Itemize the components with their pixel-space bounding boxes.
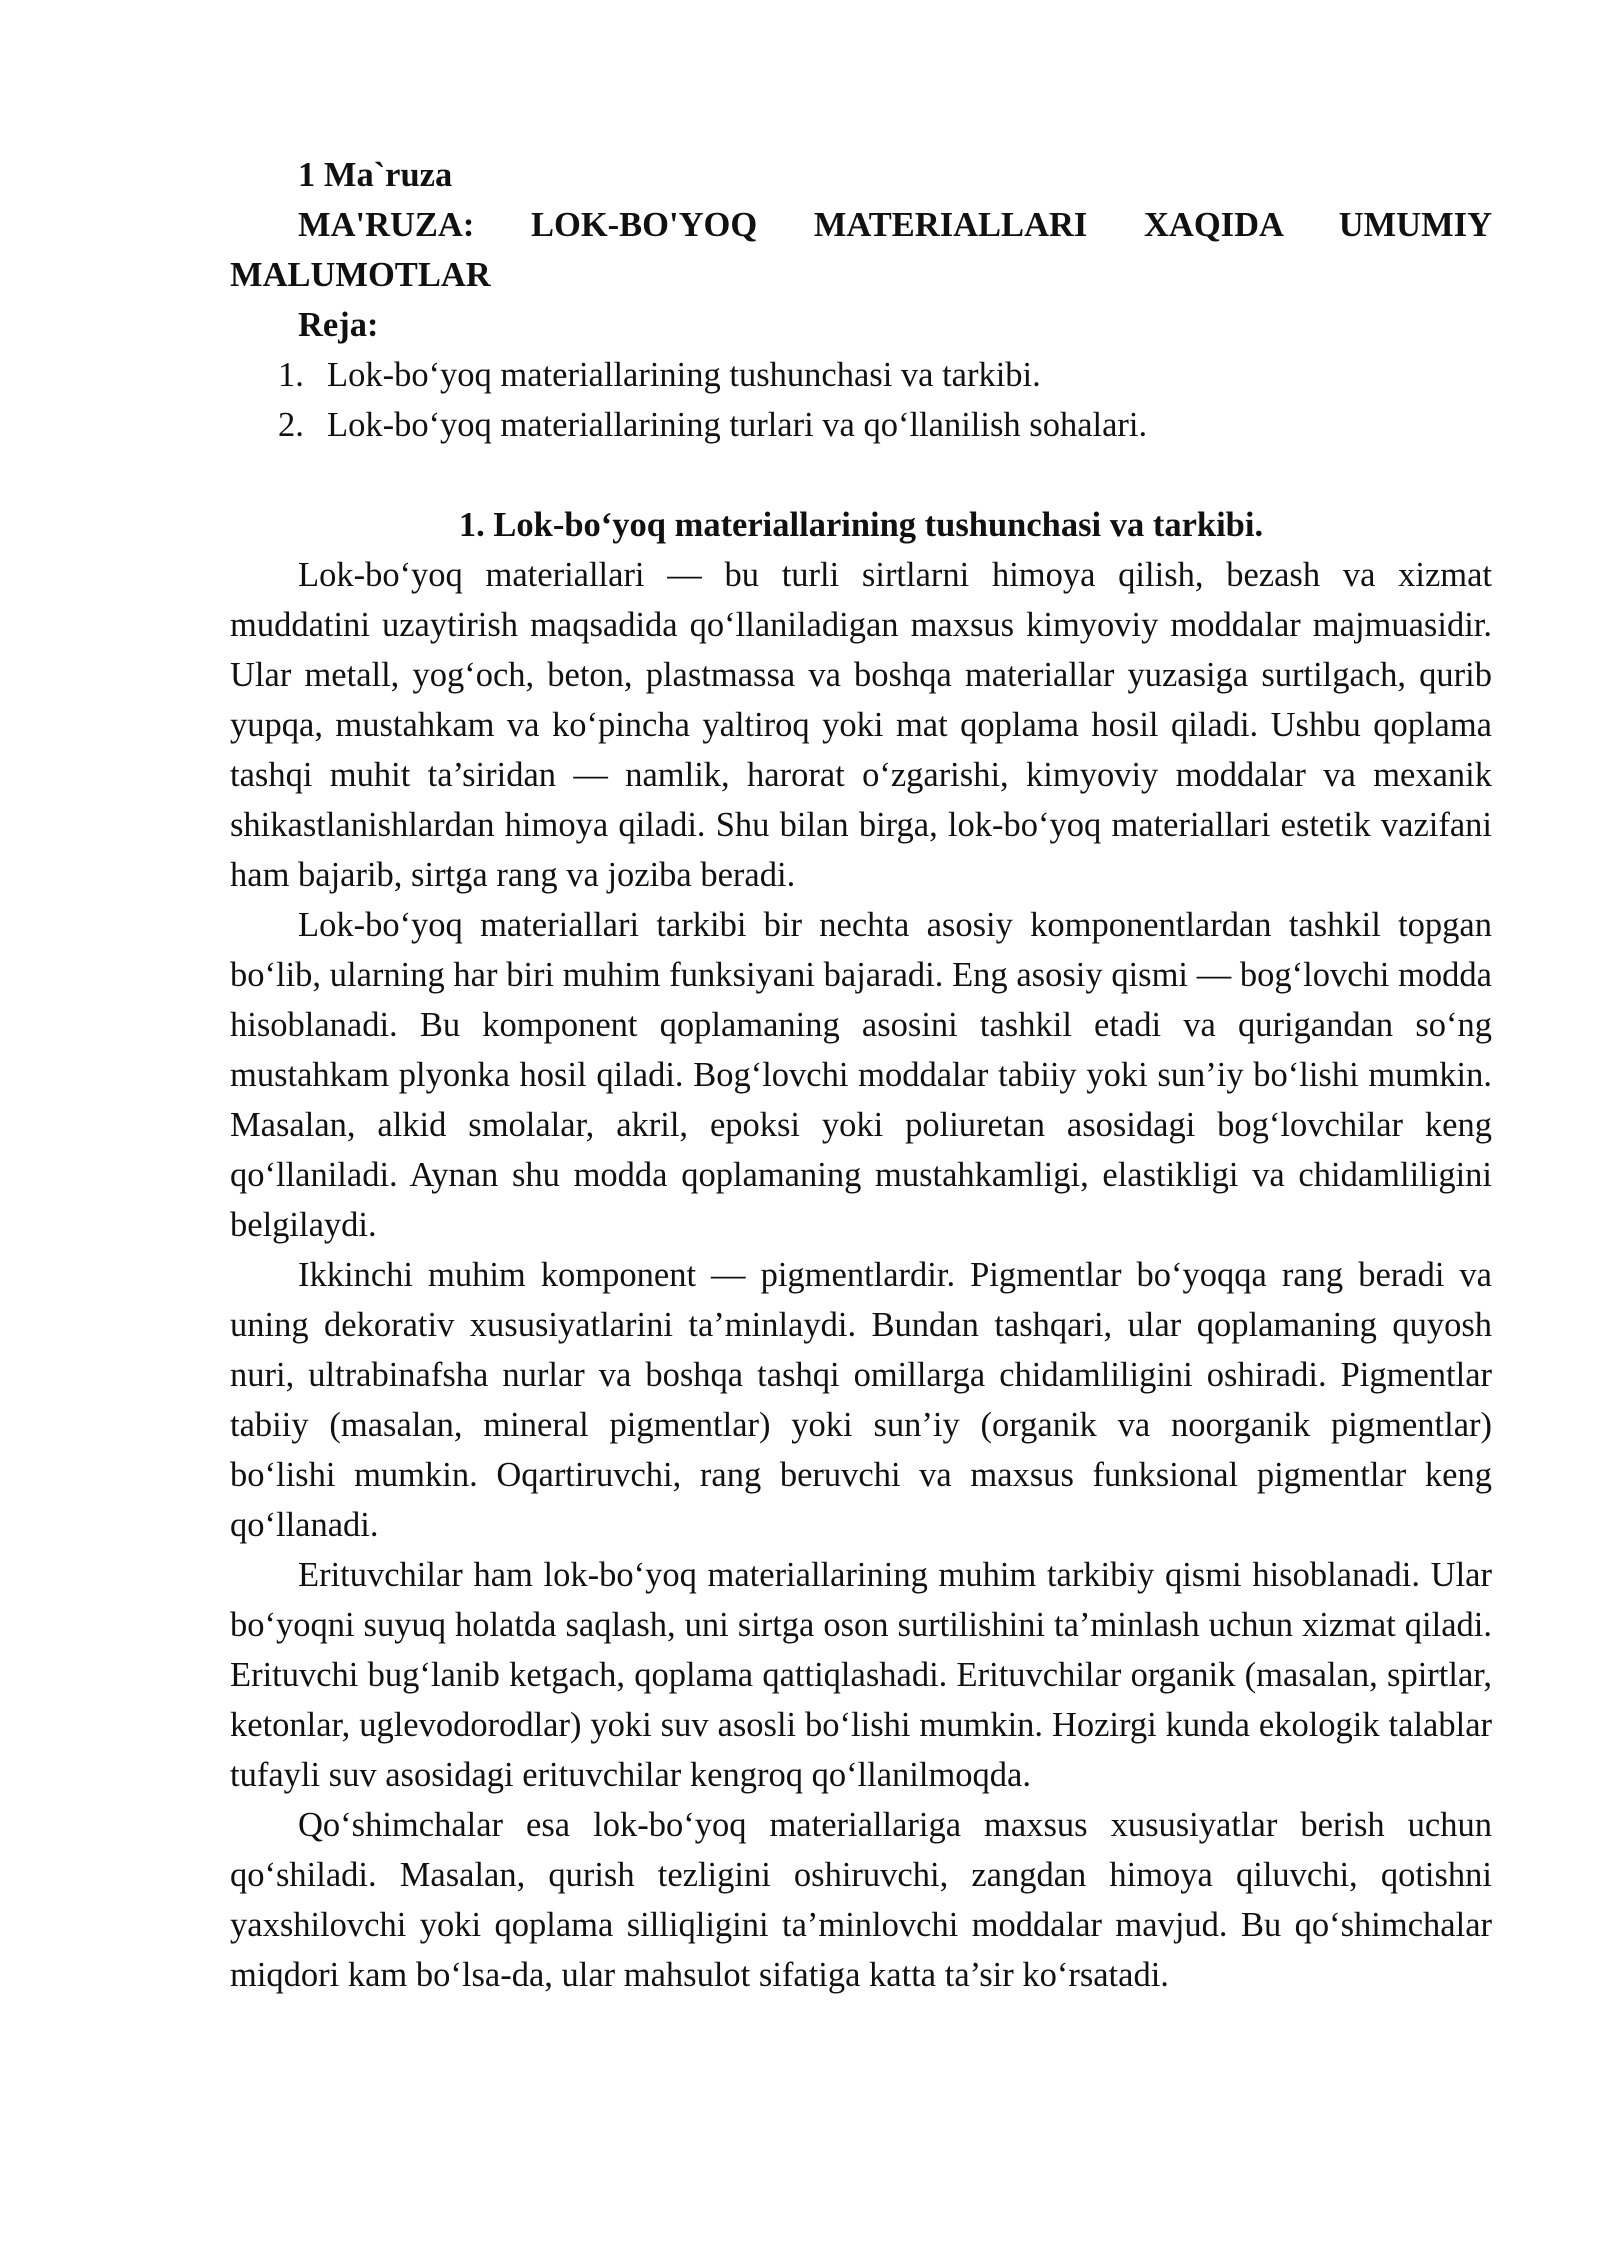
lecture-title: MA'RUZA: LOK-BO'YOQ MATERIALLARI XAQIDA UMUMIY MALUMOTLAR xyxy=(230,206,1492,294)
paragraph: Qo‘shimchalar esa lok-bo‘yoq materiallariga maxsus xususiyatlar berish uchun qo‘shiladi. Masalan, qurish tezligini oshiruvchi, zangdan himoya qiluvchi, qotishni yaxshilovchi yoki qoplama silliqligini ta’minlovchi moddalar mavjud. Bu qo‘shimchalar miqdori kam bo‘lsa-da, ular mahsulot sifatiga katta ta’sir ko‘rsatadi. xyxy=(230,1806,1492,1994)
paragraph: Lok-bo‘yoq materiallari — bu turli sirtlarni himoya qilish, bezash va xizmat muddatini uzaytirish maqsadida qo‘llaniladigan maxsus kimyoviy moddalar majmuasidir. Ular metall, yog‘och, beton, plastmassa va boshqa materiallar yuzasiga surtilgach, qurib yupqa, mustahkam va ko‘pincha yaltiroq yoki mat qoplama hosil qiladi. Ushbu qoplama tashqi muhit ta’siridan — namlik, harorat o‘zgarishi, kimyoviy moddalar va mexanik shikastlanishlardan himoya qiladi. Shu bilan birga, lok-bo‘yoq materiallari estetik vazifani ham bajarib, sirtga rang va joziba beradi. xyxy=(230,556,1492,894)
lecture-number: 1 Ma`ruza xyxy=(298,156,453,194)
plan-list xyxy=(230,350,1492,450)
plan-item xyxy=(230,350,1492,400)
section-heading: 1. Lok-bo‘yoq materiallarining tushunchasi va tarkibi. xyxy=(458,506,1264,544)
plan-item-number: 2. xyxy=(278,406,304,444)
plan-label: Reja: xyxy=(298,306,379,344)
paragraph: Lok-bo‘yoq materiallari tarkibi bir nechta asosiy komponentlardan tashkil topgan bo‘lib, ularning har biri muhim funksiyani bajaradi. Eng asosiy qismi — bog‘lovchi modda hisoblanadi. Bu komponent qoplamaning asosini tashkil etadi va qurigandan so‘ng mustahkam plyonka hosil qiladi. Bog‘lovchi moddalar tabiiy yoki sun’iy bo‘lishi mumkin. Masalan, alkid smolalar, akril, epoksi yoki poliuretan asosidagi bog‘lovchilar keng qo‘llaniladi. Aynan shu modda qoplamaning mustahkamligi, elastikligi va chidamliligini belgilaydi. xyxy=(230,906,1492,1244)
plan-item xyxy=(230,400,1492,450)
paragraph: Ikkinchi muhim komponent — pigmentlardir. Pigmentlar bo‘yoqqa rang beradi va uning dekorativ xususiyatlarini ta’minlaydi. Bundan tashqari, ular qoplamaning quyosh nuri, ultrabinafsha nurlar va boshqa tashqi omillarga chidamliligini oshiradi. Pigmentlar tabiiy (masalan, mineral pigmentlar) yoki sun’iy (organik va noorganik pigmentlar) bo‘lishi mumkin. Oqartiruvchi, rang beruvchi va maxsus funksional pigmentlar keng qo‘llanadi. xyxy=(230,1256,1492,1544)
document-page xyxy=(230,150,1492,2000)
plan-item-text: Lok-bo‘yoq materiallarining tushunchasi va tarkibi. xyxy=(327,356,1041,394)
plan-item-text: Lok-bo‘yoq materiallarining turlari va qo‘llanilish sohalari. xyxy=(327,406,1148,444)
paragraph: Erituvchilar ham lok-bo‘yoq materiallarining muhim tarkibiy qismi hisoblanadi. Ular bo‘yoqni suyuq holatda saqlash, uni sirtga oson surtilishini ta’minlash uchun xizmat qiladi. Erituvchi bug‘lanib ketgach, qoplama qattiqlashadi. Erituvchilar organik (masalan, spirtlar, ketonlar, uglevodorodlar) yoki suv asosli bo‘lishi mumkin. Hozirgi kunda ekologik talablar tufayli suv asosidagi erituvchilar kengroq qo‘llanilmoqda. xyxy=(230,1556,1492,1794)
plan-item-number: 1. xyxy=(278,356,304,394)
